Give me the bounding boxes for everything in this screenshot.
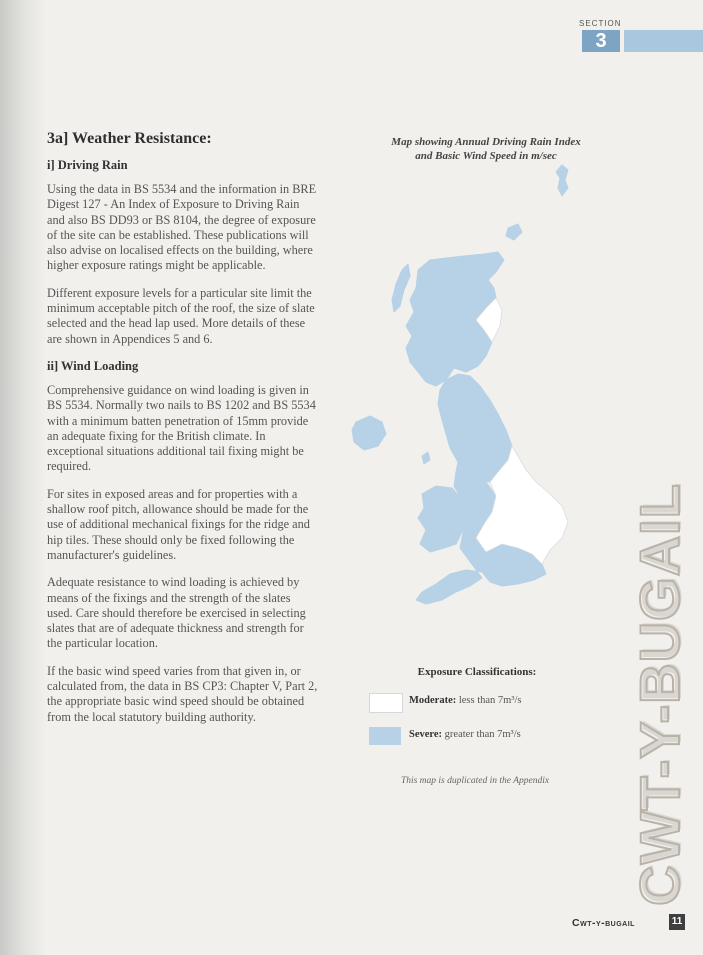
section-heading: 3a] Weather Resistance: bbox=[47, 130, 212, 147]
main-text-column bbox=[47, 130, 319, 737]
map-title-line-1: Map showing Annual Driving Rain Index bbox=[391, 136, 581, 148]
paragraph-driving-rain-2: Different exposure levels for a particular site limit the minimum acceptable pitch of the roof, the size of slate selected and the head lap used. More details of these are shown in Appendices 5 and 6. bbox=[47, 285, 315, 346]
vertical-brand-text: CWT-Y-BUGAIL bbox=[627, 482, 691, 906]
legend-severe-swatch bbox=[369, 727, 401, 745]
paragraph-wind-loading-4: If the basic wind speed varies from that given in, or calculated from, the data in BS CP3: Chapter V, Part 2, the appropriate basic wind speed should be obtained from the local statutory building authority. bbox=[47, 663, 318, 724]
isle-of-man bbox=[422, 452, 430, 464]
legend-severe-label: Severe: bbox=[409, 729, 443, 740]
shetland-islands bbox=[556, 165, 568, 196]
legend-severe-text bbox=[409, 729, 521, 740]
legend-moderate-swatch bbox=[369, 693, 403, 713]
legend-moderate bbox=[369, 692, 599, 712]
orkney-islands bbox=[506, 224, 522, 240]
wales bbox=[418, 486, 464, 552]
page-gutter-shadow bbox=[0, 0, 46, 955]
footer-brand: Cwt-y-bugail bbox=[572, 917, 635, 929]
section-divider bbox=[620, 30, 624, 52]
legend-moderate-label: Moderate: bbox=[409, 695, 457, 706]
paragraph-wind-loading-3: Adequate resistance to wind loading is achieved by means of the fixings and the strength of the slates used. Care should therefore be exercised in selecting slates that are of adequate thickness and strength for the particular location. bbox=[47, 575, 306, 651]
legend-severe-value: greater than 7m³/s bbox=[444, 729, 521, 740]
map-title bbox=[352, 135, 620, 163]
legend-severe bbox=[369, 726, 599, 746]
legend-moderate-text bbox=[409, 695, 522, 706]
subheading-wind-loading: ii] Wind Loading bbox=[47, 358, 139, 373]
northern-england bbox=[438, 374, 512, 482]
map-note: This map is duplicated in the Appendix bbox=[400, 776, 550, 786]
northern-ireland bbox=[352, 416, 386, 450]
page-number: 11 bbox=[669, 914, 685, 930]
legend-title: Exposure Classifications: bbox=[417, 666, 537, 678]
legend-moderate-value: less than 7m³/s bbox=[458, 695, 522, 706]
outer-hebrides bbox=[392, 264, 410, 312]
paragraph-driving-rain-1: Using the data in BS 5534 and the information in BRE Digest 127 - An Index of Exposure to Driving Rain and also BS DD93 or BS 8104, the degree of exposure of the site can be established. These publications will also advise on localised effects on the building, where higher exposure ratings might be applicable. bbox=[47, 182, 317, 273]
uk-map-graphic bbox=[346, 160, 596, 640]
uk-exposure-map bbox=[346, 160, 596, 640]
paragraph-wind-loading-2: For sites in exposed areas and for properties with a shallow roof pitch, allowance should be made for the use of additional mechanical fixings for the ridge and hip tiles. These should only be fixed following the manufacturer's guidelines. bbox=[47, 486, 310, 562]
map-title-line-2: and Basic Wind Speed in m/sec bbox=[415, 150, 557, 162]
subheading-driving-rain: i] Driving Rain bbox=[47, 158, 128, 172]
section-number: 3 bbox=[582, 30, 620, 52]
section-label: SECTION bbox=[579, 19, 622, 28]
paragraph-wind-loading-1: Comprehensive guidance on wind loading is given in BS 5534. Normally two nails to BS 1202 and BS 5534 with a minimum batten penetration of 15mm provide an adequate fixing for the British climate. In exceptional situations additional tail fixing might be required. bbox=[47, 382, 316, 474]
vertical-brand-wordmark bbox=[627, 482, 691, 906]
